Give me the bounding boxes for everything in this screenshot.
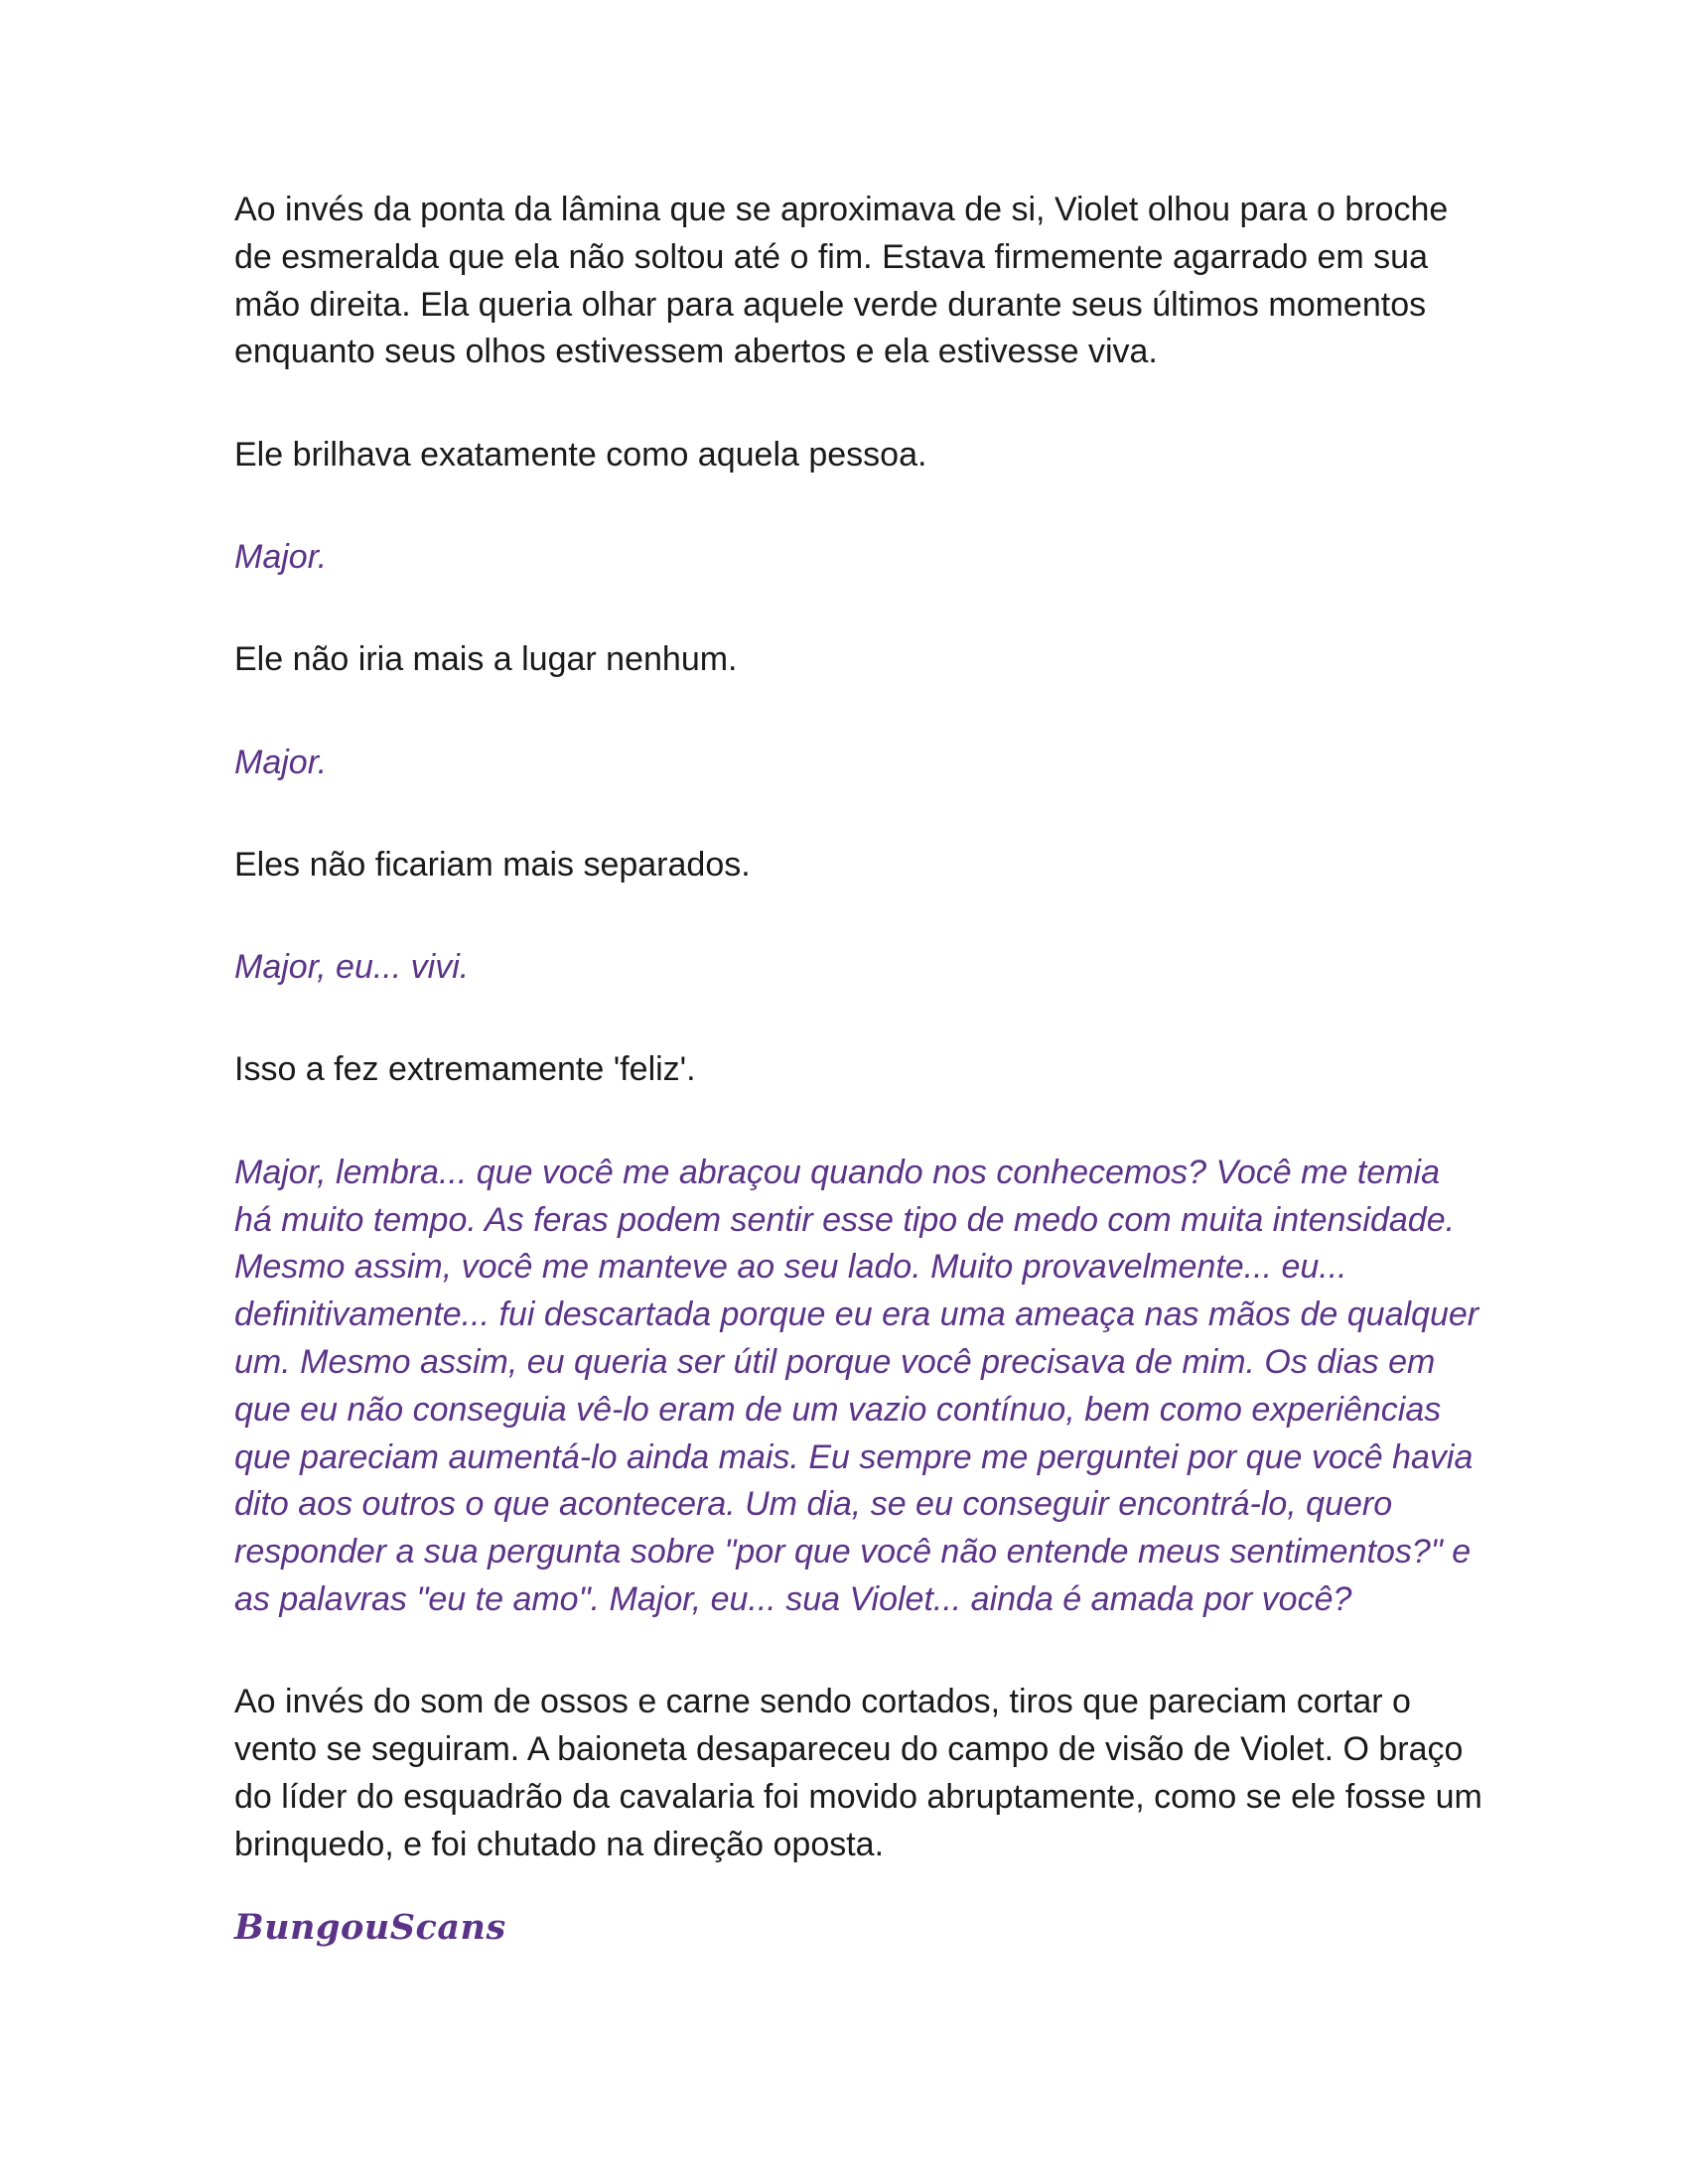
narrative-paragraph: Eles não ficariam mais separados. bbox=[234, 845, 751, 884]
italic-monologue: Major, lembra... que você me abraçou quando nos conhecemos? Você me temia há muito tempo. As feras podem sentir esse tipo de medo com muita intensidade. Mesmo assim, você me manteve ao seu lado. Muito provavelmente... eu... definitivamente... fui descartada porque eu era uma ameaça nas mãos de qualquer um. Mesmo assim, eu queria ser útil porque você precisava de mim. Os dias em que eu não conseguia vê-lo eram de um vazio contínuo, bem como experiências que pareciam aumentá-lo ainda mais. Eu sempre me perguntei por que você havia dito aos outros o que acontecera. Um dia, se eu conseguir encontrá-lo, quero responder a sua pergunta sobre "por que você não entende meus sentimentos?" e as palavras "eu te amo". Major, eu... sua Violet... ainda é amada por você? bbox=[234, 1153, 1479, 1618]
scanlator-signature: BungouScans bbox=[234, 1906, 506, 1948]
italic-thought: Major. bbox=[234, 537, 328, 576]
narrative-paragraph: Ele brilhava exatamente como aquela pessoa. bbox=[234, 435, 927, 474]
narrative-paragraph: Ele não iria mais a lugar nenhum. bbox=[234, 640, 738, 679]
document-body bbox=[234, 187, 1485, 1952]
italic-thought: Major. bbox=[234, 743, 328, 781]
narrative-paragraph: Ao invés da ponta da lâmina que se aproximava de si, Violet olhou para o broche de esmeralda que ela não soltou até o fim. Estava firmemente agarrado em sua mão direita. Ela queria olhar para aquele verde durante seus últimos momentos enquanto seus olhos estivessem abertos e ela estivesse viva. bbox=[234, 191, 1449, 371]
italic-thought: Major, eu... vivi. bbox=[234, 948, 470, 987]
narrative-paragraph: Isso a fez extremamente 'feliz'. bbox=[234, 1050, 696, 1089]
narrative-paragraph: Ao invés do som de ossos e carne sendo cortados, tiros que pareciam cortar o vento se seguiram. A baioneta desapareceu do campo de visão de Violet. O braço do líder do esquadrão da cavalaria foi movido abruptamente, como se ele fosse um brinquedo, e foi chutado na direção oposta. bbox=[234, 1683, 1482, 1863]
